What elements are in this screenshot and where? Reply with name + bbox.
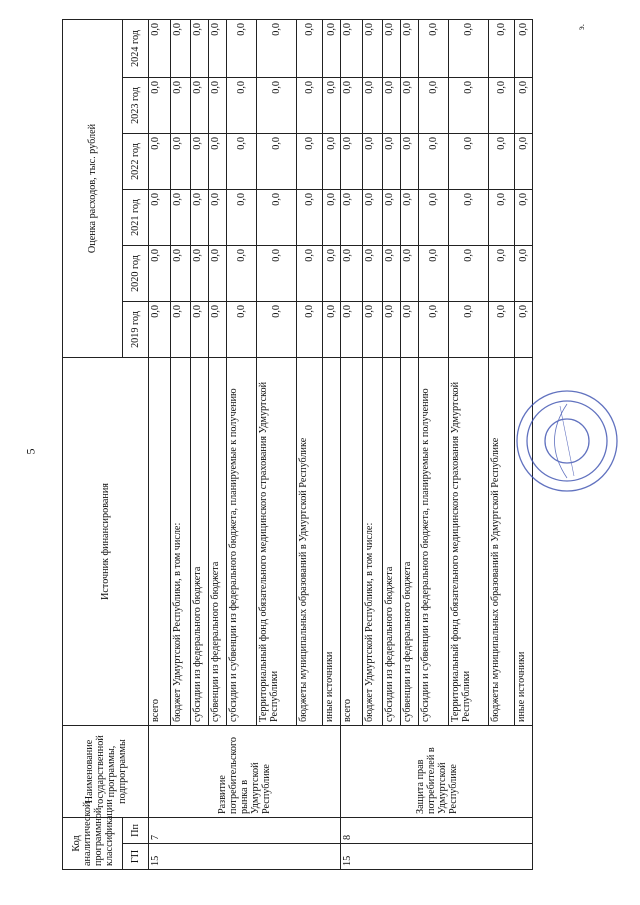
value-cell: 0,0: [341, 134, 363, 190]
value-cell: 0,0: [341, 190, 363, 246]
value-cell: 0,0: [149, 190, 171, 246]
value-cell: 0,0: [489, 134, 515, 190]
table-row: [341, 19, 363, 869]
value-cell: 0,0: [171, 19, 191, 77]
value-cell: 0,0: [191, 78, 209, 134]
value-cell: 0,0: [209, 134, 227, 190]
value-cell: 0,0: [419, 78, 449, 134]
value-cell: 0,0: [419, 19, 449, 77]
header-year: 2023 год: [123, 78, 149, 134]
value-cell: 0,0: [401, 19, 419, 77]
header-estimate: Оценка расходов, тыс. рублей: [63, 19, 123, 357]
value-cell: 0,0: [341, 302, 363, 358]
value-cell: 0,0: [227, 246, 257, 302]
value-cell: 0,0: [191, 190, 209, 246]
value-cell: 0,0: [489, 19, 515, 77]
corner-mark: э.: [576, 23, 587, 31]
value-cell: 0,0: [227, 134, 257, 190]
source-cell: субсидии из федерального бюджета: [191, 358, 209, 726]
value-cell: 0,0: [515, 78, 533, 134]
value-cell: 0,0: [363, 19, 383, 77]
value-cell: 0,0: [257, 134, 297, 190]
source-cell: иные источники: [323, 358, 341, 726]
pp-cell: 8: [341, 818, 533, 844]
header-year: 2022 год: [123, 134, 149, 190]
program-name-cell: Развитие потребительского рынка в Удмуртской Республике: [149, 726, 341, 818]
value-cell: 0,0: [449, 302, 489, 358]
header-year: 2020 год: [123, 246, 149, 302]
value-cell: 0,0: [297, 134, 323, 190]
value-cell: 0,0: [191, 19, 209, 77]
header-name: Наименование государственной программы, подпрограммы: [63, 726, 149, 818]
value-cell: 0,0: [419, 134, 449, 190]
header-code: Код аналитической программной классификации: [63, 818, 123, 870]
value-cell: 0,0: [515, 246, 533, 302]
value-cell: 0,0: [515, 134, 533, 190]
value-cell: 0,0: [323, 246, 341, 302]
value-cell: 0,0: [401, 190, 419, 246]
value-cell: 0,0: [363, 246, 383, 302]
value-cell: 0,0: [383, 134, 401, 190]
value-cell: 0,0: [363, 134, 383, 190]
source-cell: Территориальный фонд обязательного медицинского страхования Удмуртской Республики: [449, 358, 489, 726]
value-cell: 0,0: [297, 19, 323, 77]
value-cell: 0,0: [449, 246, 489, 302]
value-cell: 0,0: [227, 19, 257, 77]
financing-table: [62, 19, 533, 870]
value-cell: 0,0: [171, 190, 191, 246]
value-cell: 0,0: [341, 19, 363, 77]
value-cell: 0,0: [297, 190, 323, 246]
value-cell: 0,0: [297, 246, 323, 302]
value-cell: 0,0: [227, 78, 257, 134]
value-cell: 0,0: [209, 78, 227, 134]
header-pp: Пп: [123, 818, 149, 844]
table-body: [149, 19, 533, 869]
source-cell: иные источники: [515, 358, 533, 726]
source-cell: бюджеты муниципальных образований в Удмуртской Республике: [297, 358, 323, 726]
value-cell: 0,0: [363, 78, 383, 134]
page-number: 5: [23, 448, 38, 455]
source-cell: бюджет Удмуртской Республики, в том числе:: [363, 358, 383, 726]
value-cell: 0,0: [489, 302, 515, 358]
value-cell: 0,0: [171, 302, 191, 358]
gp-cell: 15: [341, 844, 533, 870]
value-cell: 0,0: [515, 302, 533, 358]
value-cell: 0,0: [227, 302, 257, 358]
value-cell: 0,0: [341, 78, 363, 134]
header-source: Источник финансирования: [63, 358, 149, 726]
value-cell: 0,0: [257, 78, 297, 134]
value-cell: 0,0: [323, 19, 341, 77]
value-cell: 0,0: [227, 190, 257, 246]
value-cell: 0,0: [419, 190, 449, 246]
value-cell: 0,0: [323, 190, 341, 246]
source-cell: Территориальный фонд обязательного медицинского страхования Удмуртской Республики: [257, 358, 297, 726]
value-cell: 0,0: [257, 19, 297, 77]
value-cell: 0,0: [401, 246, 419, 302]
value-cell: 0,0: [419, 302, 449, 358]
value-cell: 0,0: [257, 246, 297, 302]
value-cell: 0,0: [363, 302, 383, 358]
value-cell: 0,0: [297, 78, 323, 134]
source-cell: всего: [149, 358, 171, 726]
header-year: 2019 год: [123, 302, 149, 358]
value-cell: 0,0: [191, 246, 209, 302]
value-cell: 0,0: [515, 190, 533, 246]
value-cell: 0,0: [257, 190, 297, 246]
program-name-cell: Защита прав потребителей в Удмуртской Республике: [341, 726, 533, 818]
value-cell: 0,0: [341, 246, 363, 302]
value-cell: 0,0: [383, 302, 401, 358]
value-cell: 0,0: [401, 134, 419, 190]
value-cell: 0,0: [209, 246, 227, 302]
value-cell: 0,0: [171, 134, 191, 190]
source-cell: бюджет Удмуртской Республики, в том числе:: [171, 358, 191, 726]
value-cell: 0,0: [383, 190, 401, 246]
value-cell: 0,0: [257, 302, 297, 358]
value-cell: 0,0: [323, 78, 341, 134]
value-cell: 0,0: [449, 19, 489, 77]
value-cell: 0,0: [297, 302, 323, 358]
value-cell: 0,0: [149, 134, 171, 190]
value-cell: 0,0: [383, 78, 401, 134]
value-cell: 0,0: [323, 134, 341, 190]
source-cell: субсидии из федерального бюджета: [383, 358, 401, 726]
value-cell: 0,0: [171, 78, 191, 134]
value-cell: 0,0: [323, 302, 341, 358]
header-year: 2024 год: [123, 19, 149, 77]
source-cell: субсидии и субвенции из федерального бюджета, планируемые к получению: [419, 358, 449, 726]
value-cell: 0,0: [209, 19, 227, 77]
source-cell: субвенции из федерального бюджета: [209, 358, 227, 726]
source-cell: субвенции из федерального бюджета: [401, 358, 419, 726]
header-gp: ГП: [123, 844, 149, 870]
value-cell: 0,0: [401, 78, 419, 134]
value-cell: 0,0: [149, 246, 171, 302]
value-cell: 0,0: [209, 190, 227, 246]
value-cell: 0,0: [401, 302, 419, 358]
value-cell: 0,0: [383, 19, 401, 77]
value-cell: 0,0: [363, 190, 383, 246]
source-cell: бюджеты муниципальных образований в Удмуртской Республике: [489, 358, 515, 726]
pp-cell: 7: [149, 818, 341, 844]
value-cell: 0,0: [515, 19, 533, 77]
value-cell: 0,0: [191, 134, 209, 190]
value-cell: 0,0: [489, 190, 515, 246]
source-cell: субсидии и субвенции из федерального бюджета, планируемые к получению: [227, 358, 257, 726]
header-year: 2021 год: [123, 190, 149, 246]
value-cell: 0,0: [171, 246, 191, 302]
value-cell: 0,0: [419, 246, 449, 302]
value-cell: 0,0: [191, 302, 209, 358]
financing-table-wrapper: [62, 20, 602, 870]
table-row: [149, 19, 171, 869]
value-cell: 0,0: [489, 246, 515, 302]
value-cell: 0,0: [149, 19, 171, 77]
value-cell: 0,0: [489, 78, 515, 134]
value-cell: 0,0: [449, 78, 489, 134]
value-cell: 0,0: [449, 134, 489, 190]
value-cell: 0,0: [149, 302, 171, 358]
value-cell: 0,0: [383, 246, 401, 302]
value-cell: 0,0: [209, 302, 227, 358]
value-cell: 0,0: [449, 190, 489, 246]
value-cell: 0,0: [149, 78, 171, 134]
gp-cell: 15: [149, 844, 341, 870]
source-cell: всего: [341, 358, 363, 726]
